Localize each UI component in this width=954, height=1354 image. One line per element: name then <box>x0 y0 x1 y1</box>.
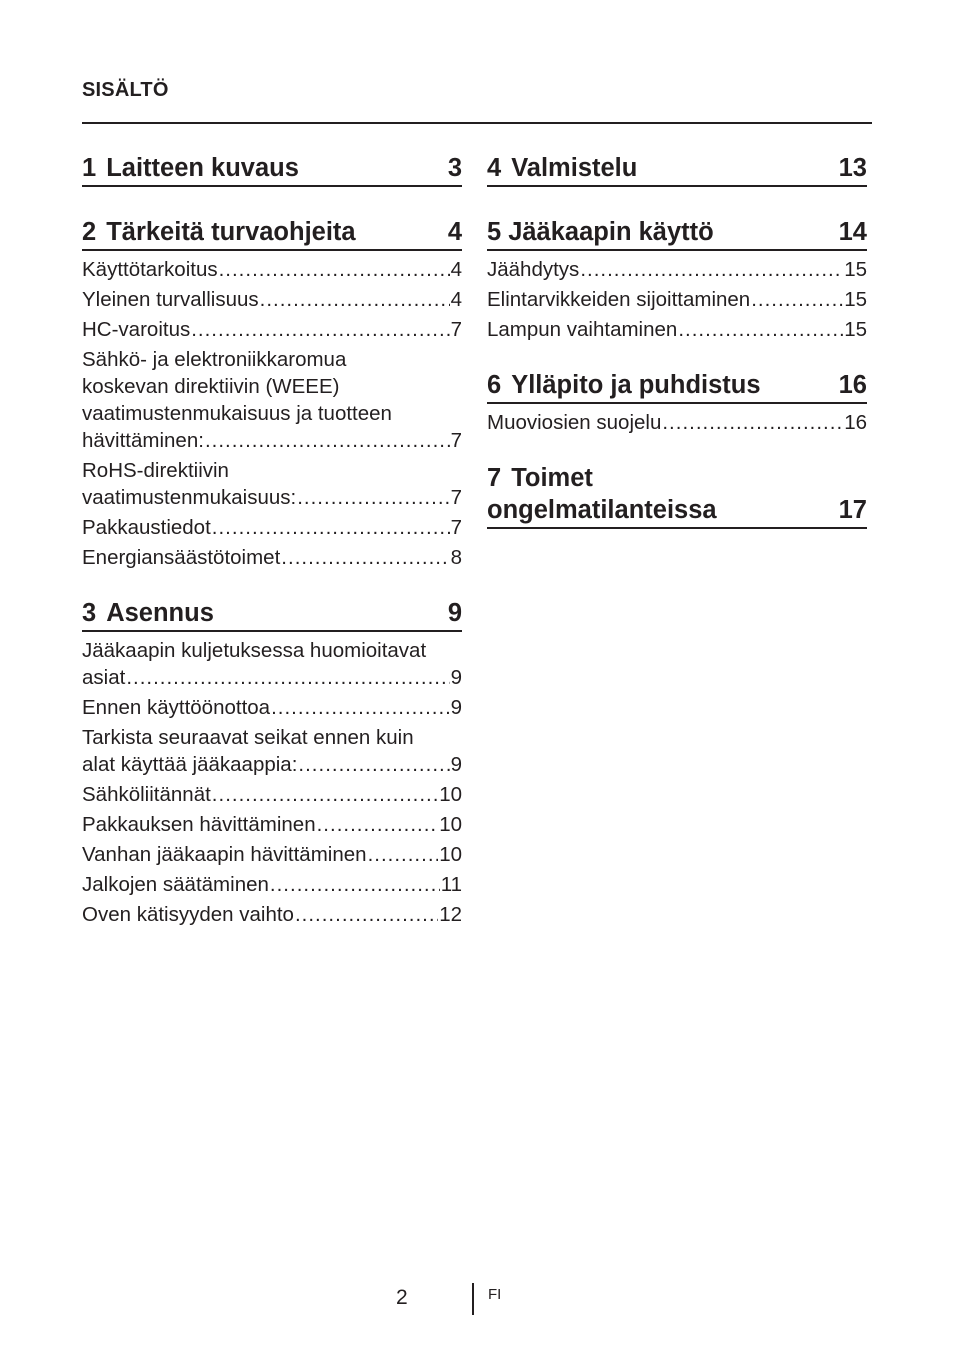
entry-page: 7 <box>450 486 462 509</box>
dot-leader <box>662 409 843 436</box>
toc-section <box>487 369 867 436</box>
entry-page: 7 <box>450 516 462 539</box>
section-page: 4 <box>447 218 462 246</box>
entry-text: Pakkauksen hävittäminen <box>82 813 316 836</box>
toc-entry[interactable] <box>82 724 462 778</box>
entry-page: 10 <box>439 843 462 866</box>
section-number: 2 <box>82 218 97 246</box>
toc-entry[interactable] <box>82 637 462 691</box>
entry-page: 8 <box>450 546 462 569</box>
toc-entry[interactable] <box>82 544 462 571</box>
dot-leader <box>580 256 843 283</box>
toc-section-heading[interactable] <box>487 216 867 251</box>
section-title-line: Toimet <box>511 464 593 492</box>
toc-section-heading[interactable] <box>487 462 867 529</box>
toc-entry[interactable] <box>82 457 462 511</box>
entry-text: alat käyttää jääkaappia: <box>82 753 298 776</box>
entry-page: 4 <box>450 258 462 281</box>
section-title: Jääkaapin käyttö <box>508 218 714 246</box>
toc-entry[interactable] <box>82 256 462 283</box>
section-title-line: ongelmatilanteissa <box>487 496 717 524</box>
entry-page: 11 <box>440 873 462 896</box>
dot-leader <box>317 811 439 838</box>
toc-entry[interactable] <box>82 286 462 313</box>
dot-leader <box>219 256 450 283</box>
entry-text: Vanhan jääkaapin hävittäminen <box>82 843 367 866</box>
toc-section-heading[interactable] <box>82 597 462 632</box>
toc-entry[interactable] <box>487 316 867 343</box>
entry-text: Pakkaustiedot <box>82 516 211 539</box>
toc-section-heading[interactable] <box>487 369 867 404</box>
entry-text-line: Sähkö- ja elektroniikkaromua <box>82 348 347 371</box>
section-number: 7 <box>487 464 502 492</box>
dot-leader <box>298 751 449 778</box>
entry-text: Muoviosien suojelu <box>487 411 662 434</box>
page-title: SISÄLTÖ <box>82 79 169 101</box>
entry-page: 12 <box>439 903 462 926</box>
entry-page: 7 <box>450 429 462 452</box>
entry-text: Jalkojen säätäminen <box>82 873 269 896</box>
dot-leader <box>270 871 440 898</box>
entry-page: 15 <box>844 318 867 341</box>
toc-section <box>82 216 462 571</box>
entry-text: hävittäminen: <box>82 429 204 452</box>
dot-leader <box>281 544 449 571</box>
toc-entry[interactable] <box>82 694 462 721</box>
entry-page: 10 <box>439 783 462 806</box>
section-number: 4 <box>487 154 502 182</box>
entry-text-line: Tarkista seuraavat seikat ennen kuin <box>82 726 414 749</box>
entry-text: Lampun vaihtaminen <box>487 318 678 341</box>
dot-leader <box>212 781 438 808</box>
dot-leader <box>205 427 450 454</box>
toc-entry[interactable] <box>487 409 867 436</box>
section-page: 16 <box>838 371 867 399</box>
entry-text: Jäähdytys <box>487 258 580 281</box>
toc-section-heading[interactable] <box>82 152 462 187</box>
toc-section <box>82 152 462 187</box>
dot-leader <box>368 841 439 868</box>
toc-right-column <box>487 152 867 555</box>
page-number: 2 <box>396 1286 408 1309</box>
section-title: Valmistelu <box>511 154 638 182</box>
dot-leader <box>297 484 449 511</box>
dot-leader <box>295 901 438 928</box>
entry-page: 15 <box>844 258 867 281</box>
entry-page: 9 <box>450 753 462 776</box>
entry-page: 9 <box>450 666 462 689</box>
entry-page: 10 <box>439 813 462 836</box>
toc-entry[interactable] <box>487 256 867 283</box>
entry-text: Energiansäästötoimet <box>82 546 281 569</box>
toc-entry[interactable] <box>487 286 867 313</box>
toc-section-heading[interactable] <box>82 216 462 251</box>
entry-text: Ennen käyttöönottoa <box>82 696 271 719</box>
entry-text: Oven kätisyyden vaihto <box>82 903 294 926</box>
toc-section <box>487 216 867 343</box>
dot-leader <box>271 694 450 721</box>
toc-entry[interactable] <box>82 841 462 868</box>
dot-leader <box>126 664 449 691</box>
toc-entry[interactable] <box>82 901 462 928</box>
entry-text: Käyttötarkoitus <box>82 258 218 281</box>
toc-left-column <box>82 152 462 954</box>
entry-text: HC-varoitus <box>82 318 191 341</box>
entry-text: Elintarvikkeiden sijoittaminen <box>487 288 751 311</box>
entry-text-line: vaatimustenmukaisuus ja tuotteen <box>82 402 392 425</box>
language-code: FI <box>488 1286 502 1303</box>
dot-leader <box>212 514 450 541</box>
section-page: 17 <box>838 496 867 524</box>
entry-page: 15 <box>844 288 867 311</box>
footer-divider <box>472 1283 474 1315</box>
section-title: Asennus <box>106 599 214 627</box>
dot-leader <box>191 316 449 343</box>
toc-entry[interactable] <box>82 781 462 808</box>
section-title: Tärkeitä turvaohjeita <box>106 218 356 246</box>
toc-section <box>82 597 462 928</box>
entry-text-line: RoHS-direktiivin <box>82 459 229 482</box>
toc-entry[interactable] <box>82 811 462 838</box>
entry-page: 16 <box>844 411 867 434</box>
entry-page: 9 <box>450 696 462 719</box>
toc-section <box>487 462 867 529</box>
section-number: 6 <box>487 371 502 399</box>
header-divider <box>82 122 872 124</box>
entry-text: Yleinen turvallisuus <box>82 288 259 311</box>
section-title: Laitteen kuvaus <box>106 154 299 182</box>
section-number: 5 <box>487 218 502 246</box>
entry-text: vaatimustenmukaisuus: <box>82 486 297 509</box>
dot-leader <box>751 286 843 313</box>
section-page: 14 <box>838 218 867 246</box>
toc-entry[interactable] <box>82 316 462 343</box>
section-number: 3 <box>82 599 97 627</box>
dot-leader <box>678 316 843 343</box>
dot-leader <box>260 286 450 313</box>
section-page: 9 <box>447 599 462 627</box>
entry-text: asiat <box>82 666 126 689</box>
section-number: 1 <box>82 154 97 182</box>
entry-page: 7 <box>450 318 462 341</box>
entry-page: 4 <box>450 288 462 311</box>
entry-text: Sähköliitännät <box>82 783 211 806</box>
section-page: 3 <box>447 154 462 182</box>
section-page: 13 <box>838 154 867 182</box>
section-title: Ylläpito ja puhdistus <box>511 371 761 399</box>
toc-entry[interactable] <box>82 514 462 541</box>
toc-entry[interactable] <box>82 871 462 898</box>
entry-text-line: koskevan direktiivin (WEEE) <box>82 375 340 398</box>
toc-section <box>487 152 867 187</box>
toc-section-heading[interactable] <box>487 152 867 187</box>
toc-entry[interactable] <box>82 346 462 454</box>
entry-text-line: Jääkaapin kuljetuksessa huomioitavat <box>82 639 427 662</box>
